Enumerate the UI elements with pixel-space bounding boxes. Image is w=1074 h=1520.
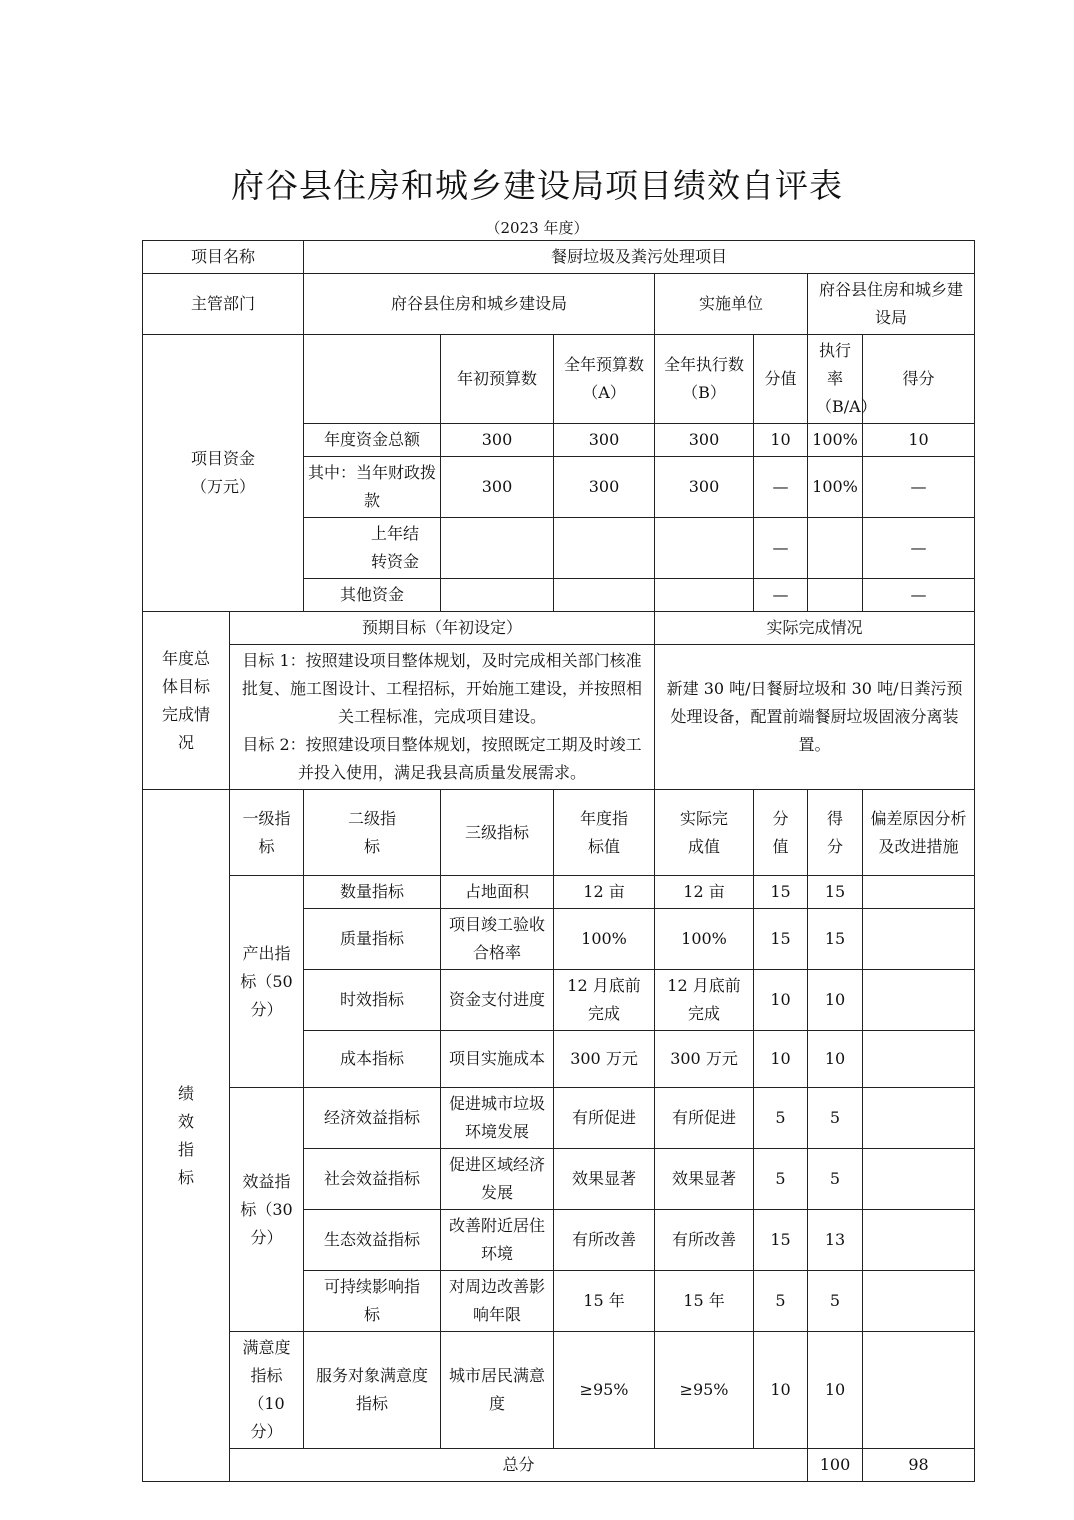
perf-l2: 社会效益指标 [304, 1149, 441, 1210]
evaluation-table [142, 240, 975, 1482]
perf-deviation [863, 1210, 975, 1271]
project-name-row [143, 241, 975, 274]
dept-value: 府谷县住房和城乡建设局 [304, 274, 655, 335]
perf-score: 15 [808, 909, 863, 970]
document-title: 府谷县住房和城乡建设局项目绩效自评表 [231, 166, 843, 205]
perf-header-deviation: 偏差原因分析及改进措施 [863, 790, 975, 876]
funds-cell: 300 [655, 457, 754, 518]
perf-l3: 占地面积 [441, 876, 554, 909]
perf-label: 绩效指标 [143, 790, 230, 1482]
total-value: 100 [808, 1449, 863, 1482]
perf-l3: 促进城市垃圾环境发展 [441, 1088, 554, 1149]
funds-cell [808, 518, 863, 579]
perf-score-value: 5 [754, 1088, 808, 1149]
perf-header-target: 年度指标值 [554, 790, 655, 876]
funds-row-label: 其他资金 [304, 579, 441, 612]
perf-actual: 12 月底前完成 [655, 970, 754, 1031]
perf-target: 100% [554, 909, 655, 970]
document-year: （2023 年度） [485, 219, 589, 237]
funds-cell [554, 518, 655, 579]
perf-target: 12 亩 [554, 876, 655, 909]
funds-cell [655, 579, 754, 612]
funds-cell: — [863, 579, 975, 612]
perf-target: 300 万元 [554, 1031, 655, 1088]
funds-cell [441, 518, 554, 579]
goals-actual-content: 新建 30 吨/日餐厨垃圾和 30 吨/日粪污预处理设备，配置前端餐厨垃圾固液分离装置。 [655, 645, 975, 790]
project-name-value: 餐厨垃圾及粪污处理项目 [304, 241, 975, 274]
perf-score: 10 [808, 970, 863, 1031]
perf-actual: 有所促进 [655, 1088, 754, 1149]
perf-header-l2: 二级指标 [304, 790, 441, 876]
funds-cell: 300 [655, 424, 754, 457]
total-score: 98 [863, 1449, 975, 1482]
perf-l2: 可持续影响指标 [304, 1271, 441, 1332]
goal-1-text: 目标 1：按照建设项目整体规划，及时完成相关部门核准批复、施工图设计、工程招标，开始施工建设，并按照相关工程标准，完成项目建设。 [242, 651, 643, 726]
funds-cell: — [754, 579, 808, 612]
funds-cell [441, 579, 554, 612]
funds-header-row [143, 335, 975, 424]
funds-header-annual-exec: 全年执行数（B） [655, 335, 754, 424]
perf-l2: 数量指标 [304, 876, 441, 909]
funds-cell [655, 518, 754, 579]
perf-l3: 项目竣工验收合格率 [441, 909, 554, 970]
goals-actual-header: 实际完成情况 [655, 612, 975, 645]
funds-cell: — [863, 518, 975, 579]
perf-score-value: 15 [754, 909, 808, 970]
goals-header-row [143, 612, 975, 645]
perf-actual: 效果显著 [655, 1149, 754, 1210]
perf-score: 10 [808, 1031, 863, 1088]
perf-score: 5 [808, 1271, 863, 1332]
perf-row [143, 876, 975, 909]
perf-target: 12 月底前完成 [554, 970, 655, 1031]
funds-row-label: 上年结转资金 [304, 518, 441, 579]
funds-cell: 300 [554, 424, 655, 457]
goals-content-row [143, 645, 975, 790]
perf-group-benefit: 效益指标（30 分） [230, 1088, 304, 1332]
perf-header-l3: 三级指标 [441, 790, 554, 876]
perf-header-l1: 一级指标 [230, 790, 304, 876]
perf-actual: 300 万元 [655, 1031, 754, 1088]
funds-header-initial-budget: 年初预算数 [441, 335, 554, 424]
perf-score: 15 [808, 876, 863, 909]
goals-expected-header: 预期目标（年初设定） [230, 612, 655, 645]
perf-score-value: 10 [754, 1332, 808, 1449]
perf-row [143, 1332, 975, 1449]
perf-l2: 质量指标 [304, 909, 441, 970]
perf-actual: 有所改善 [655, 1210, 754, 1271]
perf-score-value: 5 [754, 1271, 808, 1332]
dept-label: 主管部门 [143, 274, 304, 335]
perf-l2: 服务对象满意度指标 [304, 1332, 441, 1449]
perf-target: 效果显著 [554, 1149, 655, 1210]
perf-l2: 经济效益指标 [304, 1088, 441, 1149]
funds-cell: 10 [863, 424, 975, 457]
perf-l2: 生态效益指标 [304, 1210, 441, 1271]
perf-actual: ≥95% [655, 1332, 754, 1449]
perf-score-value: 15 [754, 876, 808, 909]
perf-actual: 12 亩 [655, 876, 754, 909]
funds-header-score-value: 分值 [754, 335, 808, 424]
funds-cell: 100% [808, 424, 863, 457]
perf-group-satisfaction: 满意度指标（10 分） [230, 1332, 304, 1449]
perf-header-score-value: 分值 [754, 790, 808, 876]
perf-deviation [863, 970, 975, 1031]
perf-deviation [863, 909, 975, 970]
perf-target: 有所促进 [554, 1088, 655, 1149]
perf-deviation [863, 1149, 975, 1210]
funds-cell: 100% [808, 457, 863, 518]
funds-label: 项目资金（万元） [143, 335, 304, 612]
perf-l2: 时效指标 [304, 970, 441, 1031]
funds-row-label: 年度资金总额 [304, 424, 441, 457]
perf-score: 5 [808, 1088, 863, 1149]
perf-deviation [863, 1271, 975, 1332]
goals-expected-content [230, 645, 655, 790]
funds-cell [808, 579, 863, 612]
funds-cell: 300 [441, 424, 554, 457]
funds-header-blank [304, 335, 441, 424]
perf-l3: 促进区域经济发展 [441, 1149, 554, 1210]
perf-target: ≥95% [554, 1332, 655, 1449]
perf-l3: 改善附近居住环境 [441, 1210, 554, 1271]
perf-actual: 100% [655, 909, 754, 970]
perf-deviation [863, 876, 975, 909]
funds-cell: — [863, 457, 975, 518]
perf-l3: 项目实施成本 [441, 1031, 554, 1088]
total-row [143, 1449, 975, 1482]
perf-score-value: 10 [754, 970, 808, 1031]
impl-value: 府谷县住房和城乡建设局 [808, 274, 975, 335]
funds-cell [554, 579, 655, 612]
department-row [143, 274, 975, 335]
perf-target: 有所改善 [554, 1210, 655, 1271]
perf-score: 13 [808, 1210, 863, 1271]
perf-l3: 城市居民满意度 [441, 1332, 554, 1449]
perf-deviation [863, 1031, 975, 1088]
perf-score-value: 10 [754, 1031, 808, 1088]
perf-l3: 对周边改善影响年限 [441, 1271, 554, 1332]
funds-cell: 10 [754, 424, 808, 457]
perf-header-row [143, 790, 975, 876]
project-name-label: 项目名称 [143, 241, 304, 274]
perf-actual: 15 年 [655, 1271, 754, 1332]
perf-l2: 成本指标 [304, 1031, 441, 1088]
funds-cell: 300 [441, 457, 554, 518]
goal-2-text: 目标 2：按照建设项目整体规划，按照既定工期及时竣工并投入使用，满足我县高质量发展需求。 [242, 735, 642, 782]
perf-header-score: 得分 [808, 790, 863, 876]
impl-label: 实施单位 [655, 274, 808, 335]
total-label: 总分 [230, 1449, 808, 1482]
perf-deviation [863, 1332, 975, 1449]
perf-score: 10 [808, 1332, 863, 1449]
funds-header-exec-rate: 执行率（B/A） [808, 335, 863, 424]
perf-header-actual: 实际完成值 [655, 790, 754, 876]
perf-score: 5 [808, 1149, 863, 1210]
perf-score-value: 15 [754, 1210, 808, 1271]
funds-cell: — [754, 457, 808, 518]
funds-cell: 300 [554, 457, 655, 518]
perf-target: 15 年 [554, 1271, 655, 1332]
funds-cell: — [754, 518, 808, 579]
goals-label: 年度总体目标完成情况 [143, 612, 230, 790]
funds-header-score: 得分 [863, 335, 975, 424]
funds-header-annual-budget: 全年预算数（A） [554, 335, 655, 424]
perf-group-output: 产出指标（50 分） [230, 876, 304, 1088]
perf-score-value: 5 [754, 1149, 808, 1210]
funds-row-label: 其中：当年财政拨款 [304, 457, 441, 518]
perf-deviation [863, 1088, 975, 1149]
perf-row [143, 1088, 975, 1149]
perf-l3: 资金支付进度 [441, 970, 554, 1031]
